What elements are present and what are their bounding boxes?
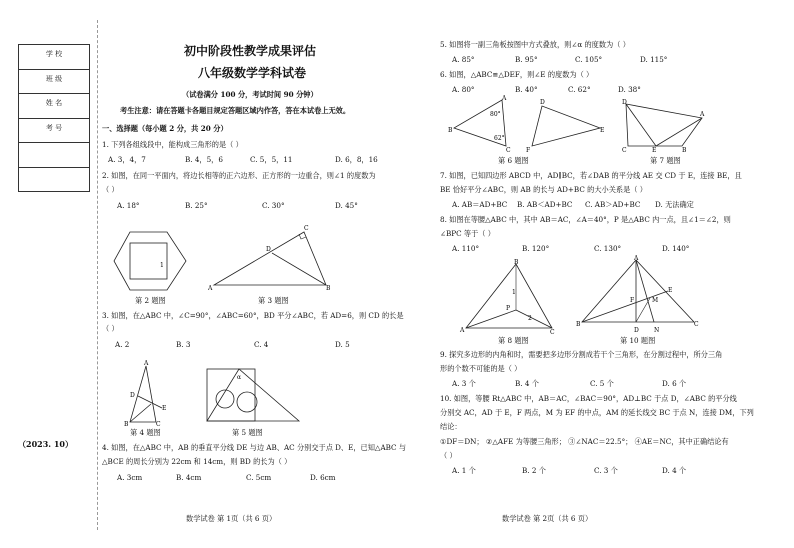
q9-option-d[interactable]: D. 6 个 bbox=[662, 379, 687, 388]
q1-option-b[interactable]: B. 4，5，6 bbox=[185, 155, 223, 164]
q5-option-b[interactable]: B. 95° bbox=[515, 55, 538, 64]
q2-option-a[interactable]: A. 18° bbox=[117, 201, 140, 210]
fig3-caption: 第 3 题图 bbox=[258, 296, 289, 305]
svg-text:1: 1 bbox=[160, 262, 164, 269]
svg-text:E: E bbox=[668, 287, 673, 294]
svg-text:2: 2 bbox=[528, 315, 532, 322]
q7-option-b[interactable]: B. AB＜AD+BC bbox=[517, 200, 573, 209]
q7-option-a[interactable]: A. AB＝AD+BC bbox=[452, 200, 508, 209]
fig10-caption: 第 10 题图 bbox=[620, 336, 656, 345]
q2-option-d[interactable]: D. 45° bbox=[335, 201, 358, 210]
blank-row-2 bbox=[19, 168, 89, 193]
svg-text:C: C bbox=[694, 321, 699, 328]
svg-text:E: E bbox=[652, 147, 657, 154]
page-2-footer: 数学试卷 第 2页（共 6 页） bbox=[502, 514, 593, 523]
school-label: 学 校 bbox=[45, 50, 63, 58]
q10-option-d[interactable]: D. 4 个 bbox=[662, 466, 687, 475]
q5-text: 5. 如图将一副三角板按图中方式叠放，则∠α 的度数为（ ） bbox=[440, 40, 630, 49]
q7-option-d[interactable]: D. 无法确定 bbox=[655, 200, 694, 209]
svg-text:P: P bbox=[506, 305, 511, 312]
figure-3 bbox=[208, 222, 338, 292]
q1-option-c[interactable]: C. 5，5，11 bbox=[250, 155, 293, 164]
q8-option-d[interactable]: D. 140° bbox=[662, 244, 690, 253]
figure-2 bbox=[112, 228, 192, 294]
svg-text:62°: 62° bbox=[494, 135, 505, 142]
q7-option-c[interactable]: C. AB＞AD+BC bbox=[585, 200, 641, 209]
svg-text:C: C bbox=[622, 147, 627, 154]
q9-line-1: 9. 探究多边形的内角和时，需要把多边形分割成若干个三角形，在分割过程中，所分三角 bbox=[440, 350, 723, 359]
q9-option-a[interactable]: A. 3 个 bbox=[452, 379, 476, 388]
svg-text:B: B bbox=[448, 127, 453, 134]
svg-text:A: A bbox=[634, 255, 639, 262]
q10-option-b[interactable]: B. 2 个 bbox=[522, 466, 546, 475]
section-title: 一、选择题（每小题 2 分，共 20 分） bbox=[102, 124, 228, 133]
svg-text:D: D bbox=[130, 392, 135, 399]
q6-option-d[interactable]: D. 38° bbox=[618, 85, 641, 94]
svg-text:B: B bbox=[326, 285, 331, 292]
notice: 考生注意：请在答题卡各题目规定答题区域内作答，答在本试卷上无效。 bbox=[120, 106, 351, 115]
q6-text: 6. 如图，△ABC≌△DEF，则∠E 的度数为（ ） bbox=[440, 70, 594, 79]
binding-line bbox=[97, 20, 98, 530]
q2-option-c[interactable]: C. 30° bbox=[262, 201, 285, 210]
svg-text:α: α bbox=[237, 374, 242, 381]
svg-text:D: D bbox=[540, 99, 545, 106]
exam-date: （2023. 10） bbox=[18, 439, 73, 449]
q3-option-d[interactable]: D. 5 bbox=[335, 340, 350, 349]
svg-text:B: B bbox=[124, 421, 129, 428]
exam-info: （试卷满分 100 分，考试时间 90 分钟） bbox=[182, 90, 318, 99]
q4-option-a[interactable]: A. 3cm bbox=[117, 473, 143, 482]
q3-option-a[interactable]: A. 2 bbox=[115, 340, 130, 349]
class-label: 班 级 bbox=[45, 74, 63, 83]
svg-text:B: B bbox=[576, 321, 581, 328]
q4-option-b[interactable]: B. 4cm bbox=[176, 473, 202, 482]
q4-option-d[interactable]: D. 6cm bbox=[310, 473, 336, 482]
svg-text:C: C bbox=[304, 225, 309, 232]
svg-text:A: A bbox=[144, 360, 149, 367]
svg-text:A: A bbox=[700, 111, 705, 118]
svg-text:N: N bbox=[654, 327, 660, 334]
q10-line-3: 结论： bbox=[440, 422, 462, 431]
q1-option-a[interactable]: A. 3，4，7 bbox=[108, 155, 146, 164]
student-info-table bbox=[18, 44, 90, 192]
name-field[interactable] bbox=[19, 94, 89, 119]
exam-number-field[interactable] bbox=[19, 119, 89, 144]
q8-option-b[interactable]: B. 120° bbox=[522, 244, 550, 253]
q6-option-c[interactable]: C. 62° bbox=[568, 85, 591, 94]
q3-option-c[interactable]: C. 4 bbox=[254, 340, 269, 349]
q10-line-1: 10. 如图，等腰 Rt△ABC 中，AB＝AC，∠BAC＝90°，AD⊥BC 于点 D，∠ABC 的平分线 bbox=[440, 394, 737, 403]
q10-line-4: ①DF＝DN； ②△AFE 为等腰三角形； ③∠NAC＝22.5°； ④AE＝NC，其中正确结论有 bbox=[440, 437, 729, 446]
q5-option-a[interactable]: A. 85° bbox=[452, 55, 475, 64]
svg-text:F: F bbox=[630, 297, 635, 304]
q7-line-1: 7. 如图，已知四边形 ABCD 中，AD∥BC，若∠DAB 的平分线 AE 交 CD 于 E，连接 BE，且 bbox=[440, 171, 742, 180]
fig8-caption: 第 8 题图 bbox=[498, 336, 529, 345]
q8-line-1: 8. 如图在等腰△ABC 中，其中 AB＝AC，∠A＝40°，P 是△ABC 内一点，且∠1＝∠2，则 bbox=[440, 215, 731, 224]
q6-option-b[interactable]: B. 40° bbox=[515, 85, 538, 94]
svg-text:80°: 80° bbox=[490, 111, 501, 118]
svg-text:B: B bbox=[682, 147, 687, 154]
q8-option-c[interactable]: C. 130° bbox=[594, 244, 622, 253]
page-1-footer: 数学试卷 第 1页（共 6 页） bbox=[186, 514, 277, 523]
fig6-caption: 第 6 题图 bbox=[498, 156, 529, 165]
q2-option-b[interactable]: B. 25° bbox=[185, 201, 208, 210]
svg-text:A: A bbox=[208, 285, 213, 292]
q10-option-a[interactable]: A. 1 个 bbox=[452, 466, 476, 475]
q5-option-d[interactable]: D. 115° bbox=[640, 55, 668, 64]
svg-text:1: 1 bbox=[512, 289, 516, 296]
q2-line-1: 2. 如图，在同一平面内，将边长相等的正六边形、正方形的一边重合，则∠1 的度数为 bbox=[102, 171, 376, 180]
q3-line-1: 3. 如图，在△ABC 中，∠C=90°，∠ABC=60°，BD 平分∠ABC，若 AD=6，则 CD 的长是 bbox=[102, 311, 404, 320]
svg-text:E: E bbox=[600, 127, 605, 134]
svg-text:D: D bbox=[622, 99, 627, 106]
q8-line-2: ∠BPC 等于（ ） bbox=[440, 229, 495, 238]
name-label: 姓 名 bbox=[45, 99, 63, 108]
svg-text:M: M bbox=[652, 297, 659, 304]
class-field[interactable] bbox=[19, 70, 89, 95]
school-field[interactable] bbox=[19, 45, 89, 70]
svg-text:A: A bbox=[502, 95, 507, 102]
figure-8 bbox=[456, 258, 556, 334]
figure-4 bbox=[118, 360, 178, 428]
exam-number-label: 考 号 bbox=[45, 123, 63, 132]
fig5-caption: 第 5 题图 bbox=[232, 428, 263, 437]
figure-6 bbox=[446, 94, 606, 154]
svg-text:B: B bbox=[514, 259, 519, 266]
svg-text:C: C bbox=[550, 329, 555, 334]
q1-text: 1. 下列各组线段中，能构成三角形的是（ ） bbox=[102, 140, 243, 149]
q1-option-d[interactable]: D. 6，8，16 bbox=[335, 155, 378, 164]
q2-line-2: （ ） bbox=[102, 185, 119, 194]
svg-text:A: A bbox=[460, 327, 465, 334]
q5-option-c[interactable]: C. 105° bbox=[575, 55, 603, 64]
q9-option-b[interactable]: B. 4 个 bbox=[515, 379, 539, 388]
svg-text:E: E bbox=[162, 405, 167, 412]
figure-5 bbox=[203, 365, 303, 427]
q4-option-c[interactable]: C. 5cm bbox=[246, 473, 272, 482]
q3-option-b[interactable]: B. 3 bbox=[176, 340, 191, 349]
q4-line-1: 4. 如图，在△ABC 中，AB 的垂直平分线 DE 与边 AB、AC 分别交于点 D、E，已知△ABC 与 bbox=[102, 443, 407, 452]
q9-line-2: 形的个数不可能的是（ ） bbox=[440, 364, 522, 373]
q9-option-c[interactable]: C. 5 个 bbox=[590, 379, 614, 388]
svg-text:D: D bbox=[266, 246, 271, 253]
q8-option-a[interactable]: A. 110° bbox=[452, 244, 480, 253]
svg-text:C: C bbox=[506, 147, 511, 154]
svg-text:D: D bbox=[634, 327, 639, 334]
blank-row-1 bbox=[19, 143, 89, 168]
q7-line-2: BE 恰好平分∠ABC，则 AB 的长与 AD+BC 的大小关系是（ ） bbox=[440, 185, 647, 194]
q10-option-c[interactable]: C. 3 个 bbox=[594, 466, 618, 475]
fig4-caption: 第 4 题图 bbox=[130, 428, 161, 437]
fig2-caption: 第 2 题图 bbox=[135, 296, 166, 305]
title-line-2: 八年级数学学科试卷 bbox=[198, 66, 307, 80]
figure-10 bbox=[576, 254, 700, 334]
q3-line-2: （ ） bbox=[102, 324, 119, 333]
figure-7 bbox=[616, 98, 716, 154]
fig7-caption: 第 7 题图 bbox=[650, 156, 681, 165]
q6-option-a[interactable]: A. 80° bbox=[452, 85, 475, 94]
svg-text:F: F bbox=[526, 147, 531, 154]
svg-text:C: C bbox=[156, 421, 161, 428]
q4-line-2: △BCE 的周长分别为 22cm 和 14cm，则 BD 的长为（ ） bbox=[102, 457, 292, 466]
q10-line-5: （ ） bbox=[440, 451, 457, 460]
title-line-1: 初中阶段性教学成果评估 bbox=[184, 44, 317, 58]
q10-line-2: 分别交 AC，AD 于 E，F 两点，M 为 EF 的中点，AM 的延长线交 BC 于点 N，连接 DM，下列 bbox=[440, 408, 754, 417]
